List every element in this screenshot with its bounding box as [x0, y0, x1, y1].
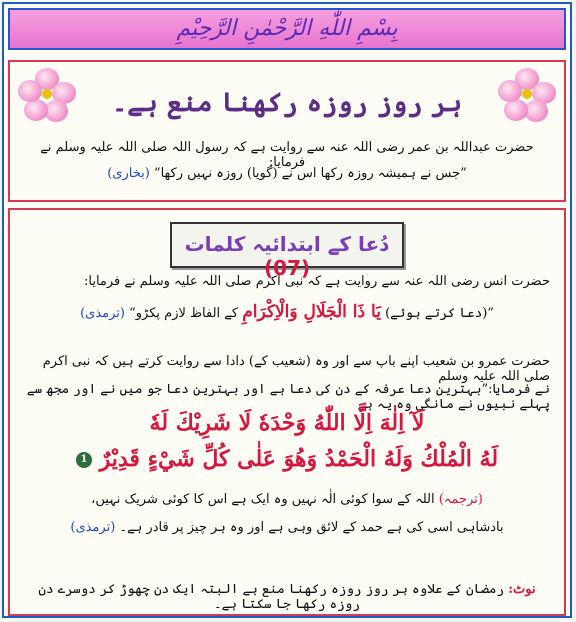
note-line: [24, 582, 550, 612]
dua-title: دُعا کے ابتدائیہ کلمات: [184, 232, 390, 256]
translation-line: [24, 492, 550, 507]
section-heading: ہر روز روزہ رکھنا منع ہے۔: [112, 88, 462, 118]
arabic-phrase: یَا ذَا الْجَلَالِ وَالْاِکْرَامِ: [242, 302, 381, 322]
page-frame: [2, 2, 572, 618]
arabic-dua-line: [24, 446, 550, 472]
arabic-dua-line: لَآ اِلٰهَ اِلَّا اللّٰهُ وَحْدَهٗ لَا شَرِيْكَ لَهٗ: [149, 410, 425, 436]
translation-text: اللہ کے سوا کوئی الٰہ نہیں وہ ایک ہے اس کا کوئی شریک نہیں،: [91, 492, 435, 507]
hadith-quote-line: [24, 302, 550, 322]
title-line: [172, 232, 402, 280]
quote-prefix: ”(دعا کرتے ہوئے): [385, 306, 494, 321]
narration-anas: حضرت انس رضی اللہ عنہ سے روایت ہے کہ نبی اکرم صلی اللہ علیہ وسلم نے فرمایا:: [84, 274, 550, 289]
reference: (ترمذی): [70, 520, 116, 535]
translation-line: [24, 520, 550, 535]
narration-line: نے فرمایا:”بہترین دعا عرفہ کے دن کی دعا ہے اور بہترین دعا جو میں نے اور مجھ سے پہلے نبیوں نے مانگی وہ یہ ہے: [26, 382, 550, 412]
translation-text: بادشاہی اسی کی ہے حمد کے لائق وہی ہے اور وہ ہر چیز پر قادر ہے۔: [119, 520, 504, 535]
translation-label: (ترجمہ): [438, 492, 483, 507]
hadith-quote-line: [24, 166, 550, 181]
narration: حضرت عبداللہ بن عمر رضی اللہ عنہ سے روایت ہے کہ رسول اللہ صلی اللہ علیہ وسلم نے فرمایا:: [40, 140, 534, 170]
section-fasting-box: [8, 60, 566, 202]
note-label: نوٹ:: [508, 582, 536, 597]
arabic-dua-text: لَهُ الْمُلْكُ وَلَهُ الْحَمْدُ وَهُوَ عَلٰى كُلِّ شَيْءٍ قَدِيْرٌ: [99, 446, 499, 472]
basmala-text: بِسْمِ اللّٰهِ الرَّحْمٰنِ الرَّحِیْمِ: [176, 16, 398, 41]
verse-marker-icon: 1: [76, 452, 92, 468]
dua-number: (07): [263, 256, 311, 280]
title-box: [170, 222, 404, 280]
section-dua-box: [8, 208, 566, 616]
reference: (ترمذی): [80, 306, 125, 321]
quote-suffix: کے الفاظ لازم پکڑو“: [129, 306, 239, 321]
basmala-banner: [8, 8, 566, 50]
narration-line: حضرت عمرو بن شعیب اپنے باپ سے اور وہ (شعیب کے) دادا سے روایت کرتے ہیں کہ نبی اکرم صلی اللہ علیہ وسلم: [42, 354, 550, 384]
reference: (بخاری): [107, 166, 150, 181]
hadith-quote: ”جس نے ہمیشہ روزہ رکھا اس نے (گویا) روزہ نہیں رکھا“: [153, 166, 467, 181]
note-text: رمضان کے علاوہ ہر روز روزہ رکھنا منع ہے البتہ ایک دن چھوڑ کر دوسرے دن روزہ رکھا جا سکتا ہے۔: [38, 582, 505, 612]
